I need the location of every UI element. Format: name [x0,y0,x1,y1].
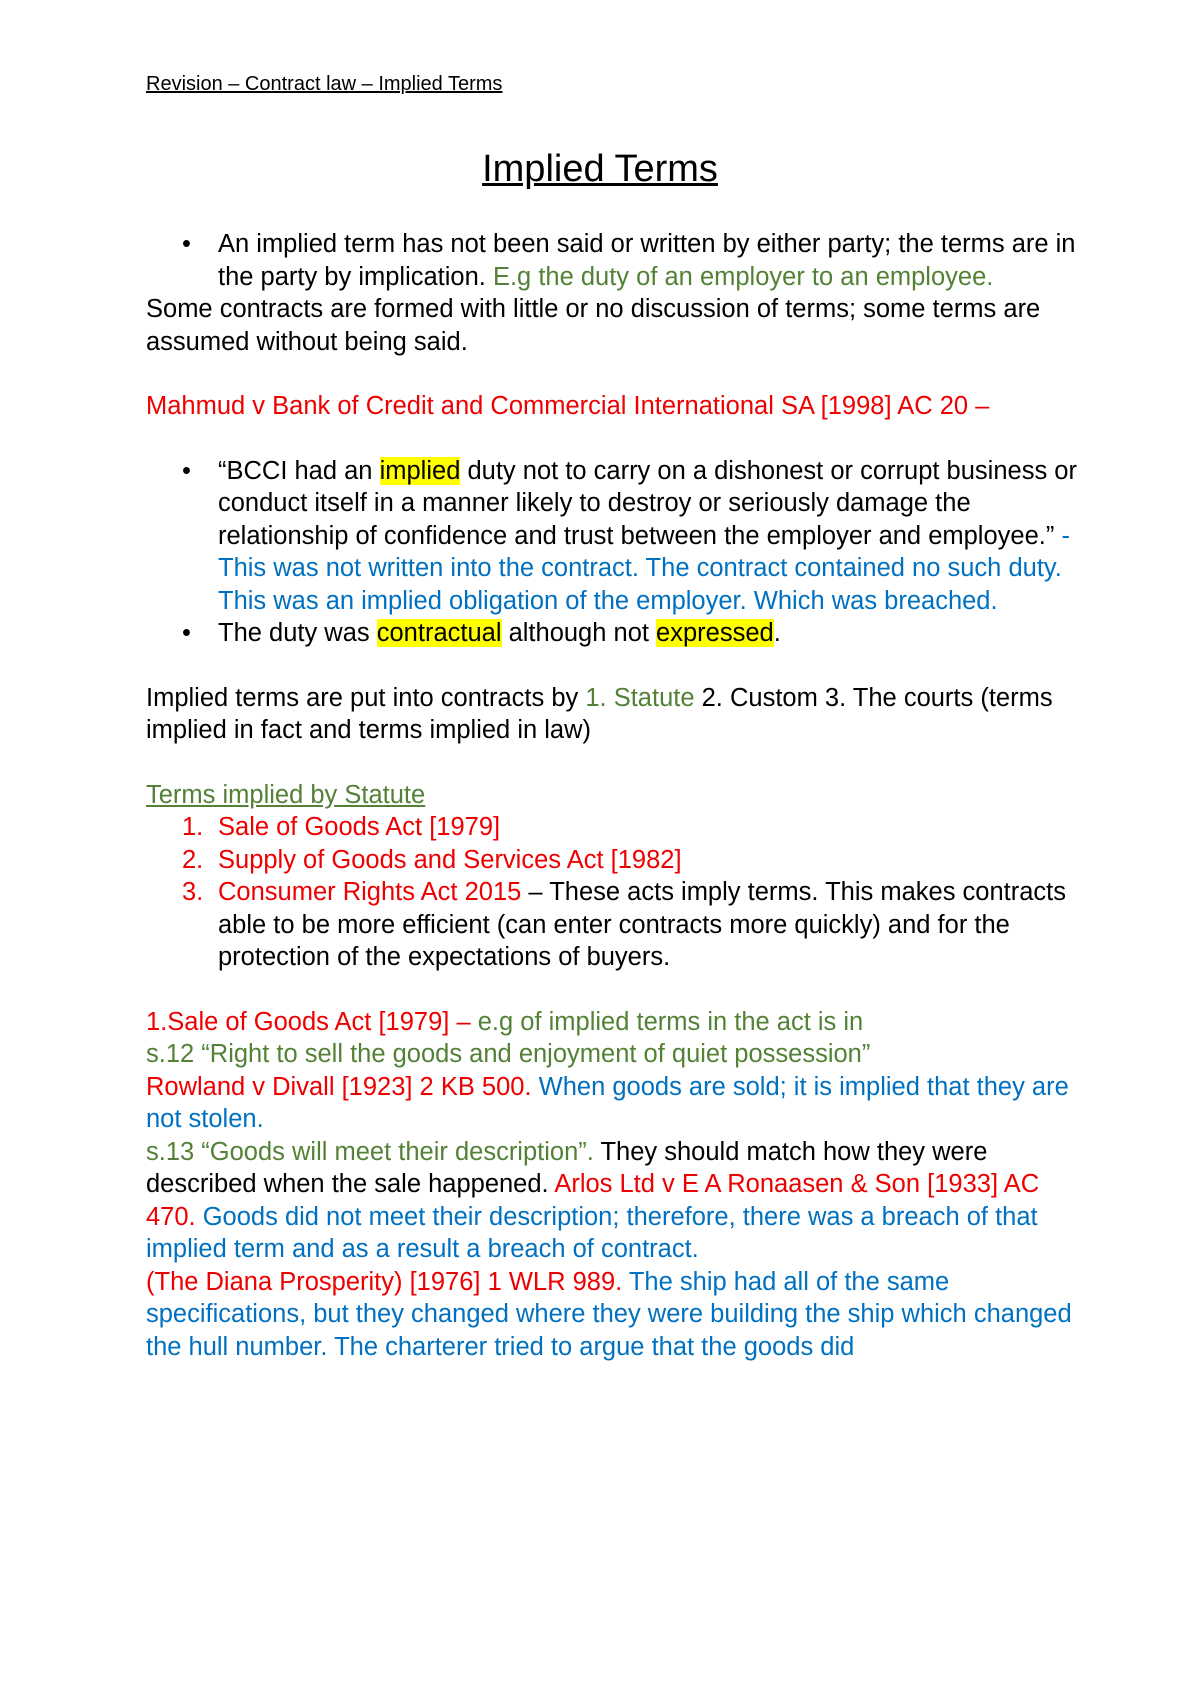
example-text: E.g the duty of an employer to an employee. [492,262,994,291]
section-sale-of-goods: 1.Sale of Goods Act [1979] – e.g of implied terms in the act is in s.12 “Right to sell the goods and enjoyment of quiet possession” Rowland v Divall [1923] 2 KB 500. When goods are sold; it is implied that they are not stolen. s.13 “Goods will meet their description”. They should match how they were described when the sale happened. Arlos Ltd v E A Ronaasen & Son [1933] AC 470. Goods did not meet their description; therefore, there was a breach of that implied term and as a result a breach of contract. (The Diana Prosperity) [1976] 1 WLR 989. The ship had all of the same specifications, but they changed where they were building the ship which changed the hull number. The charterer tried to argue that the goods did [146,1007,1072,1361]
highlight-contractual: contractual [376,619,502,647]
paragraph-contracts-formed: Some contracts are formed with little or no discussion of terms; some terms are assumed without being said. [146,295,1041,356]
paragraph-implied-terms-sources: Implied terms are put into contracts by 1. Statute 2. Custom 3. The courts (terms implied in fact and terms implied in law) [146,683,1053,744]
page-title: Implied Terms [482,148,718,190]
statute-label: 1. Statute [585,683,695,712]
case-arlos: Arlos Ltd v E A Ronaasen & Son [1933] AC 470. [146,1170,1040,1231]
document-body [146,228,1086,1363]
list-item: 1. Sale of Goods Act [1979] [182,813,501,841]
document-header: Revision – Contract law – Implied Terms [146,73,503,95]
s12-text: s.12 “Right to sell the goods and enjoyment of quiet possession” [146,1040,871,1068]
case-diana: (The Diana Prosperity) [1976] 1 WLR 989. [146,1267,623,1296]
highlight-expressed: expressed [656,619,774,647]
list-item: 2. Supply of Goods and Services Act [1982] [182,845,682,874]
s13-text: s.13 “Goods will meet their description”. [146,1137,594,1166]
case-mahmud: Mahmud v Bank of Credit and Commercial International SA [1998] AC 20 – [146,392,990,420]
list-item: 3. Consumer Rights Act 2015 – These acts imply terms. This makes contracts able to be more efficient (can enter contracts more quickly) and for the protection of the expectations of buyers. [182,878,1066,971]
highlight-implied: implied [379,456,461,485]
bullet-duty-contractual: • The duty was contractual although not expressed. [146,617,1086,650]
section-heading-statute: Terms implied by Statute [146,780,426,809]
bullet-implied-term-definition: • An implied term has not been said or written by either party; the terms are in the party by implication. E.g the duty of an employer to an employee. [146,228,1086,293]
note-not-written: - This was not written into the contract. The contract contained no such duty. This was an implied obligation of the employer. Which was breached. [218,521,1070,615]
case-rowland: Rowland v Divall [1923] 2 KB 500. [146,1072,532,1101]
bullet-bcci-quote: • “BCCI had an implied duty not to carry on a dishonest or corrupt business or conduct itself in a manner likely to destroy or seriously damage the relationship of confidence and trust between the employer and employee.” - This was not written into the contract. The contract contained no such duty. This was an implied obligation of the employer. Which was breached. [146,455,1086,618]
